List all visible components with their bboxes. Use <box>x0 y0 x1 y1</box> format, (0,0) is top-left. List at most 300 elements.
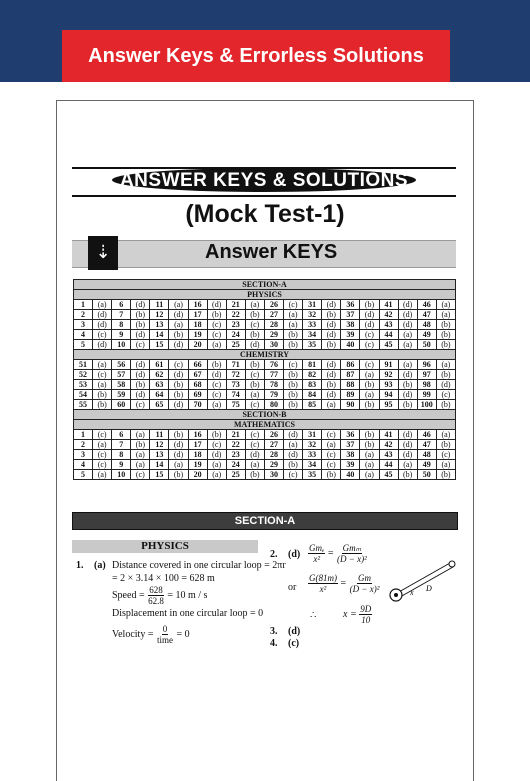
question-number: 7 <box>112 310 131 320</box>
question-number: 62 <box>150 370 169 380</box>
q1-displacement: Displacement in one circular loop = 0 <box>112 608 264 619</box>
question-number: 17 <box>188 310 207 320</box>
answer-option: (d) <box>322 320 341 330</box>
question-number: 65 <box>150 400 169 410</box>
answer-option: (d) <box>169 310 188 320</box>
answer-option: (b) <box>360 440 379 450</box>
question-number: 100 <box>417 400 436 410</box>
answer-option: (d) <box>398 300 417 310</box>
answer-option: (a) <box>93 470 112 480</box>
q4-option: (c) <box>288 638 300 649</box>
section-label-row <box>74 410 456 420</box>
answer-option: (d) <box>398 450 417 460</box>
answer-option: (a) <box>131 450 150 460</box>
answer-row <box>74 370 456 380</box>
question-number: 28 <box>264 320 283 330</box>
velocity-fraction <box>156 624 174 645</box>
mock-test-title: (Mock Test-1) <box>185 200 345 228</box>
question-number: 6 <box>112 430 131 440</box>
question-number: 27 <box>264 310 283 320</box>
answer-option: (b) <box>398 470 417 480</box>
question-number: 13 <box>150 450 169 460</box>
question-number: 11 <box>150 430 169 440</box>
answer-option: (a) <box>207 400 226 410</box>
question-number: 41 <box>379 430 398 440</box>
answer-keys-heading: Answer KEYS <box>205 241 338 263</box>
answer-option: (d) <box>131 370 150 380</box>
q1-option: (a) <box>94 560 106 571</box>
answer-option: (b) <box>169 470 188 480</box>
eq2-rhs-num: Gm <box>358 573 372 583</box>
question-number: 48 <box>417 450 436 460</box>
answer-option: (a) <box>360 390 379 400</box>
answer-row <box>74 310 456 320</box>
question-number: 48 <box>417 320 436 330</box>
question-number: 73 <box>226 380 245 390</box>
section-label: SECTION-A <box>74 280 456 290</box>
answer-option: (c) <box>284 300 303 310</box>
question-number: 38 <box>341 320 360 330</box>
question-number: 32 <box>303 440 322 450</box>
question-number: 17 <box>188 440 207 450</box>
answer-option: (d) <box>398 430 417 440</box>
answer-option: (d) <box>245 340 264 350</box>
question-number: 45 <box>379 470 398 480</box>
question-number: 91 <box>379 360 398 370</box>
question-number: 49 <box>417 460 436 470</box>
question-number: 27 <box>264 440 283 450</box>
answer-option: (c) <box>169 360 188 370</box>
answer-option: (d) <box>322 330 341 340</box>
answer-option: (d) <box>131 390 150 400</box>
answer-option: (c) <box>360 360 379 370</box>
answer-option: (a) <box>436 300 455 310</box>
answer-option: (a) <box>93 380 112 390</box>
question-number: 93 <box>379 380 398 390</box>
question-number: 76 <box>264 360 283 370</box>
answer-option: (d) <box>360 310 379 320</box>
question-number: 60 <box>112 400 131 410</box>
answer-option: (b) <box>360 400 379 410</box>
question-number: 56 <box>112 360 131 370</box>
q2-eq1 <box>308 543 368 564</box>
question-number: 21 <box>226 300 245 310</box>
answer-option: (c) <box>436 450 455 460</box>
question-number: 38 <box>341 450 360 460</box>
answer-option: (d) <box>436 380 455 390</box>
question-number: 43 <box>379 450 398 460</box>
answer-option: (a) <box>207 460 226 470</box>
answer-option: (a) <box>398 330 417 340</box>
banner-title: Answer Keys & Errorless Solutions <box>62 30 450 82</box>
chevron-down-icon: ⇣ <box>88 236 118 270</box>
answer-option: (c) <box>93 460 112 470</box>
subject-label-row <box>74 350 456 360</box>
answer-option: (b) <box>284 340 303 350</box>
answer-option: (d) <box>284 430 303 440</box>
answer-option: (b) <box>436 340 455 350</box>
eq2-lhs-num: G(81m) <box>309 573 337 583</box>
answer-option: (b) <box>360 300 379 310</box>
question-number: 89 <box>341 390 360 400</box>
answer-option: (b) <box>169 330 188 340</box>
answer-option: (a) <box>169 460 188 470</box>
q3-number: 3. <box>270 626 278 637</box>
question-number: 90 <box>341 400 360 410</box>
answer-option: (b) <box>245 360 264 370</box>
question-number: 12 <box>150 310 169 320</box>
question-number: 99 <box>417 390 436 400</box>
answer-option: (d) <box>398 370 417 380</box>
question-number: 86 <box>341 360 360 370</box>
answer-option: (b) <box>436 470 455 480</box>
question-number: 10 <box>112 340 131 350</box>
answer-option: (b) <box>245 330 264 340</box>
answer-option: (d) <box>398 310 417 320</box>
question-number: 36 <box>341 300 360 310</box>
answer-option: (b) <box>436 440 455 450</box>
question-number: 3 <box>74 450 93 460</box>
answer-option: (c) <box>207 390 226 400</box>
question-number: 22 <box>226 310 245 320</box>
question-number: 54 <box>74 390 93 400</box>
answer-row <box>74 300 456 310</box>
answer-option: (c) <box>131 470 150 480</box>
question-number: 4 <box>74 460 93 470</box>
answer-option: (a) <box>398 460 417 470</box>
question-number: 44 <box>379 330 398 340</box>
question-number: 70 <box>188 400 207 410</box>
question-number: 40 <box>341 340 360 350</box>
question-number: 36 <box>341 430 360 440</box>
answer-option: (b) <box>284 400 303 410</box>
question-number: 69 <box>188 390 207 400</box>
answer-option: (c) <box>245 400 264 410</box>
answer-option: (b) <box>169 430 188 440</box>
question-number: 37 <box>341 310 360 320</box>
question-number: 61 <box>150 360 169 370</box>
eq2-lhs-den: x² <box>319 584 327 594</box>
eq1-rhs <box>336 543 368 564</box>
question-number: 4 <box>74 330 93 340</box>
question-number: 68 <box>188 380 207 390</box>
question-number: 78 <box>264 380 283 390</box>
question-number: 33 <box>303 320 322 330</box>
question-number: 92 <box>379 370 398 380</box>
answer-option: (d) <box>245 450 264 460</box>
answer-option: (b) <box>131 320 150 330</box>
speed-denominator: 62.8 <box>148 596 164 606</box>
answer-row <box>74 320 456 330</box>
question-number: 23 <box>226 450 245 460</box>
answer-option: (d) <box>207 450 226 460</box>
answer-option: (a) <box>360 460 379 470</box>
answer-option: (c) <box>322 450 341 460</box>
question-number: 18 <box>188 320 207 330</box>
speed-result: = 10 m / s <box>167 589 208 601</box>
eq2-lhs <box>308 573 338 594</box>
question-number: 9 <box>112 460 131 470</box>
answer-option: (d) <box>284 450 303 460</box>
question-number: 51 <box>74 360 93 370</box>
answer-option: (d) <box>322 360 341 370</box>
earth-moon-diagram <box>382 555 462 605</box>
answer-option: (d) <box>169 370 188 380</box>
question-number: 8 <box>112 450 131 460</box>
question-number: 49 <box>417 330 436 340</box>
velocity-result: = 0 <box>176 628 190 640</box>
question-number: 14 <box>150 460 169 470</box>
answer-option: (a) <box>245 300 264 310</box>
answer-option: (b) <box>207 310 226 320</box>
answer-option: (b) <box>322 470 341 480</box>
answer-row <box>74 430 456 440</box>
question-number: 19 <box>188 460 207 470</box>
question-number: 28 <box>264 450 283 460</box>
question-number: 50 <box>417 340 436 350</box>
question-number: 20 <box>188 470 207 480</box>
q2-eq3 <box>343 604 372 625</box>
answer-option: (a) <box>436 360 455 370</box>
answer-option: (c) <box>207 320 226 330</box>
question-number: 42 <box>379 440 398 450</box>
answer-key-table <box>73 279 456 480</box>
question-number: 15 <box>150 340 169 350</box>
q2-number: 2. <box>270 549 278 560</box>
question-number: 31 <box>303 430 322 440</box>
eq3-lhs: x = <box>343 608 357 620</box>
answer-option: (c) <box>93 450 112 460</box>
question-number: 3 <box>74 320 93 330</box>
question-number: 39 <box>341 460 360 470</box>
q2-eq2 <box>308 573 380 594</box>
question-number: 30 <box>264 470 283 480</box>
question-number: 64 <box>150 390 169 400</box>
answer-option: (c) <box>360 330 379 340</box>
q1-number: 1. <box>76 560 84 571</box>
answer-option: (a) <box>207 340 226 350</box>
question-number: 16 <box>188 430 207 440</box>
question-number: 18 <box>188 450 207 460</box>
answer-option: (c) <box>93 370 112 380</box>
question-number: 19 <box>188 330 207 340</box>
answer-option: (a) <box>322 440 341 450</box>
answer-option: (c) <box>284 470 303 480</box>
answer-option: (c) <box>93 430 112 440</box>
answer-option: (c) <box>322 430 341 440</box>
answer-option: (c) <box>131 340 150 350</box>
answer-option: (c) <box>93 330 112 340</box>
answer-option: (a) <box>436 430 455 440</box>
answer-option: (a) <box>284 310 303 320</box>
question-number: 72 <box>226 370 245 380</box>
question-number: 7 <box>112 440 131 450</box>
answer-option: (a) <box>398 340 417 350</box>
question-number: 29 <box>264 460 283 470</box>
question-number: 26 <box>264 430 283 440</box>
velocity-label: Velocity = <box>112 628 154 640</box>
question-number: 77 <box>264 370 283 380</box>
answer-option: (d) <box>360 320 379 330</box>
answer-option: (b) <box>360 430 379 440</box>
subject-label: CHEMISTRY <box>74 350 456 360</box>
question-number: 10 <box>112 470 131 480</box>
answer-option: (d) <box>93 320 112 330</box>
question-number: 79 <box>264 390 283 400</box>
eq1-rhs-num: Gmₘ <box>342 543 362 553</box>
answer-option: (b) <box>284 460 303 470</box>
answer-row <box>74 450 456 460</box>
answer-option: (d) <box>207 300 226 310</box>
eq3-den: 10 <box>361 615 371 625</box>
question-number: 33 <box>303 450 322 460</box>
eq2-equals: = <box>340 577 347 589</box>
answer-option: (a) <box>207 470 226 480</box>
q1-velocity <box>112 624 190 645</box>
answer-option: (b) <box>436 330 455 340</box>
velocity-denominator: time <box>156 635 173 645</box>
answer-option: (a) <box>169 300 188 310</box>
answer-option: (d) <box>131 330 150 340</box>
answer-option: (b) <box>169 380 188 390</box>
question-number: 23 <box>226 320 245 330</box>
moon-circle <box>449 561 455 567</box>
question-number: 5 <box>74 340 93 350</box>
question-number: 11 <box>150 300 169 310</box>
question-number: 2 <box>74 440 93 450</box>
answer-option: (a) <box>284 440 303 450</box>
answer-option: (d) <box>398 320 417 330</box>
answer-option: (c) <box>284 360 303 370</box>
answer-option: (d) <box>93 310 112 320</box>
eq2-rhs <box>349 573 381 594</box>
question-number: 58 <box>112 380 131 390</box>
question-number: 46 <box>417 430 436 440</box>
answer-option: (b) <box>398 380 417 390</box>
answer-option: (a) <box>245 460 264 470</box>
q3-option: (d) <box>288 626 301 637</box>
question-number: 16 <box>188 300 207 310</box>
question-number: 21 <box>226 430 245 440</box>
question-number: 30 <box>264 340 283 350</box>
question-number: 50 <box>417 470 436 480</box>
answer-row <box>74 440 456 450</box>
fig-label-d: D <box>426 584 432 593</box>
question-number: 43 <box>379 320 398 330</box>
question-number: 2 <box>74 310 93 320</box>
eq3-num: 9D <box>360 604 372 614</box>
question-number: 75 <box>226 400 245 410</box>
question-number: 14 <box>150 330 169 340</box>
answer-option: (d) <box>322 370 341 380</box>
question-number: 15 <box>150 470 169 480</box>
answer-option: (d) <box>131 300 150 310</box>
physics-label: PHYSICS <box>72 540 258 553</box>
subject-label: MATHEMATICS <box>74 420 456 430</box>
velocity-numerator: 0 <box>162 624 168 634</box>
question-number: 35 <box>303 340 322 350</box>
answer-option: (b) <box>93 390 112 400</box>
answer-option: (b) <box>398 400 417 410</box>
speed-fraction <box>147 585 165 606</box>
answer-option: (d) <box>207 370 226 380</box>
answer-option: (a) <box>93 300 112 310</box>
speed-label: Speed = <box>112 589 145 601</box>
answer-row <box>74 390 456 400</box>
question-number: 98 <box>417 380 436 390</box>
main-title: ANSWER KEYS & SOLUTIONS <box>119 170 409 191</box>
question-number: 37 <box>341 440 360 450</box>
answer-option: (a) <box>436 460 455 470</box>
answer-option: (a) <box>169 320 188 330</box>
question-number: 5 <box>74 470 93 480</box>
question-number: 82 <box>303 370 322 380</box>
question-number: 55 <box>74 400 93 410</box>
section-label: SECTION-B <box>74 410 456 420</box>
speed-numerator: 628 <box>149 585 163 595</box>
answer-row <box>74 380 456 390</box>
question-number: 12 <box>150 440 169 450</box>
answer-option: (b) <box>245 470 264 480</box>
question-number: 35 <box>303 470 322 480</box>
answer-option: (a) <box>322 400 341 410</box>
answer-option: (b) <box>131 440 150 450</box>
answer-option: (d) <box>322 300 341 310</box>
question-number: 97 <box>417 370 436 380</box>
q1-line2: = 2 × 3.14 × 100 = 628 m <box>112 573 215 584</box>
question-number: 8 <box>112 320 131 330</box>
question-number: 32 <box>303 310 322 320</box>
answer-option: (a) <box>436 310 455 320</box>
answer-option: (c) <box>245 370 264 380</box>
question-number: 63 <box>150 380 169 390</box>
question-number: 83 <box>303 380 322 390</box>
answer-option: (b) <box>436 400 455 410</box>
question-number: 22 <box>226 440 245 450</box>
answer-row <box>74 340 456 350</box>
question-number: 46 <box>417 300 436 310</box>
answer-option: (d) <box>169 450 188 460</box>
question-number: 87 <box>341 370 360 380</box>
answer-option: (b) <box>131 310 150 320</box>
question-number: 47 <box>417 310 436 320</box>
answer-option: (a) <box>93 360 112 370</box>
eq1-lhs <box>308 543 325 564</box>
answer-option: (c) <box>245 440 264 450</box>
question-number: 25 <box>226 470 245 480</box>
answer-option: (b) <box>284 330 303 340</box>
main-title-bar <box>72 167 456 197</box>
answer-option: (c) <box>245 430 264 440</box>
question-number: 1 <box>74 300 93 310</box>
question-number: 84 <box>303 390 322 400</box>
question-number: 42 <box>379 310 398 320</box>
question-number: 34 <box>303 460 322 470</box>
subject-label-row <box>74 290 456 300</box>
question-number: 53 <box>74 380 93 390</box>
answer-option: (b) <box>245 310 264 320</box>
question-number: 52 <box>74 370 93 380</box>
answer-option: (b) <box>436 370 455 380</box>
question-number: 44 <box>379 460 398 470</box>
question-number: 34 <box>303 330 322 340</box>
answer-option: (d) <box>398 390 417 400</box>
answer-option: (b) <box>322 340 341 350</box>
question-number: 81 <box>303 360 322 370</box>
question-number: 39 <box>341 330 360 340</box>
q4-number: 4. <box>270 638 278 649</box>
earth-center <box>394 593 398 597</box>
